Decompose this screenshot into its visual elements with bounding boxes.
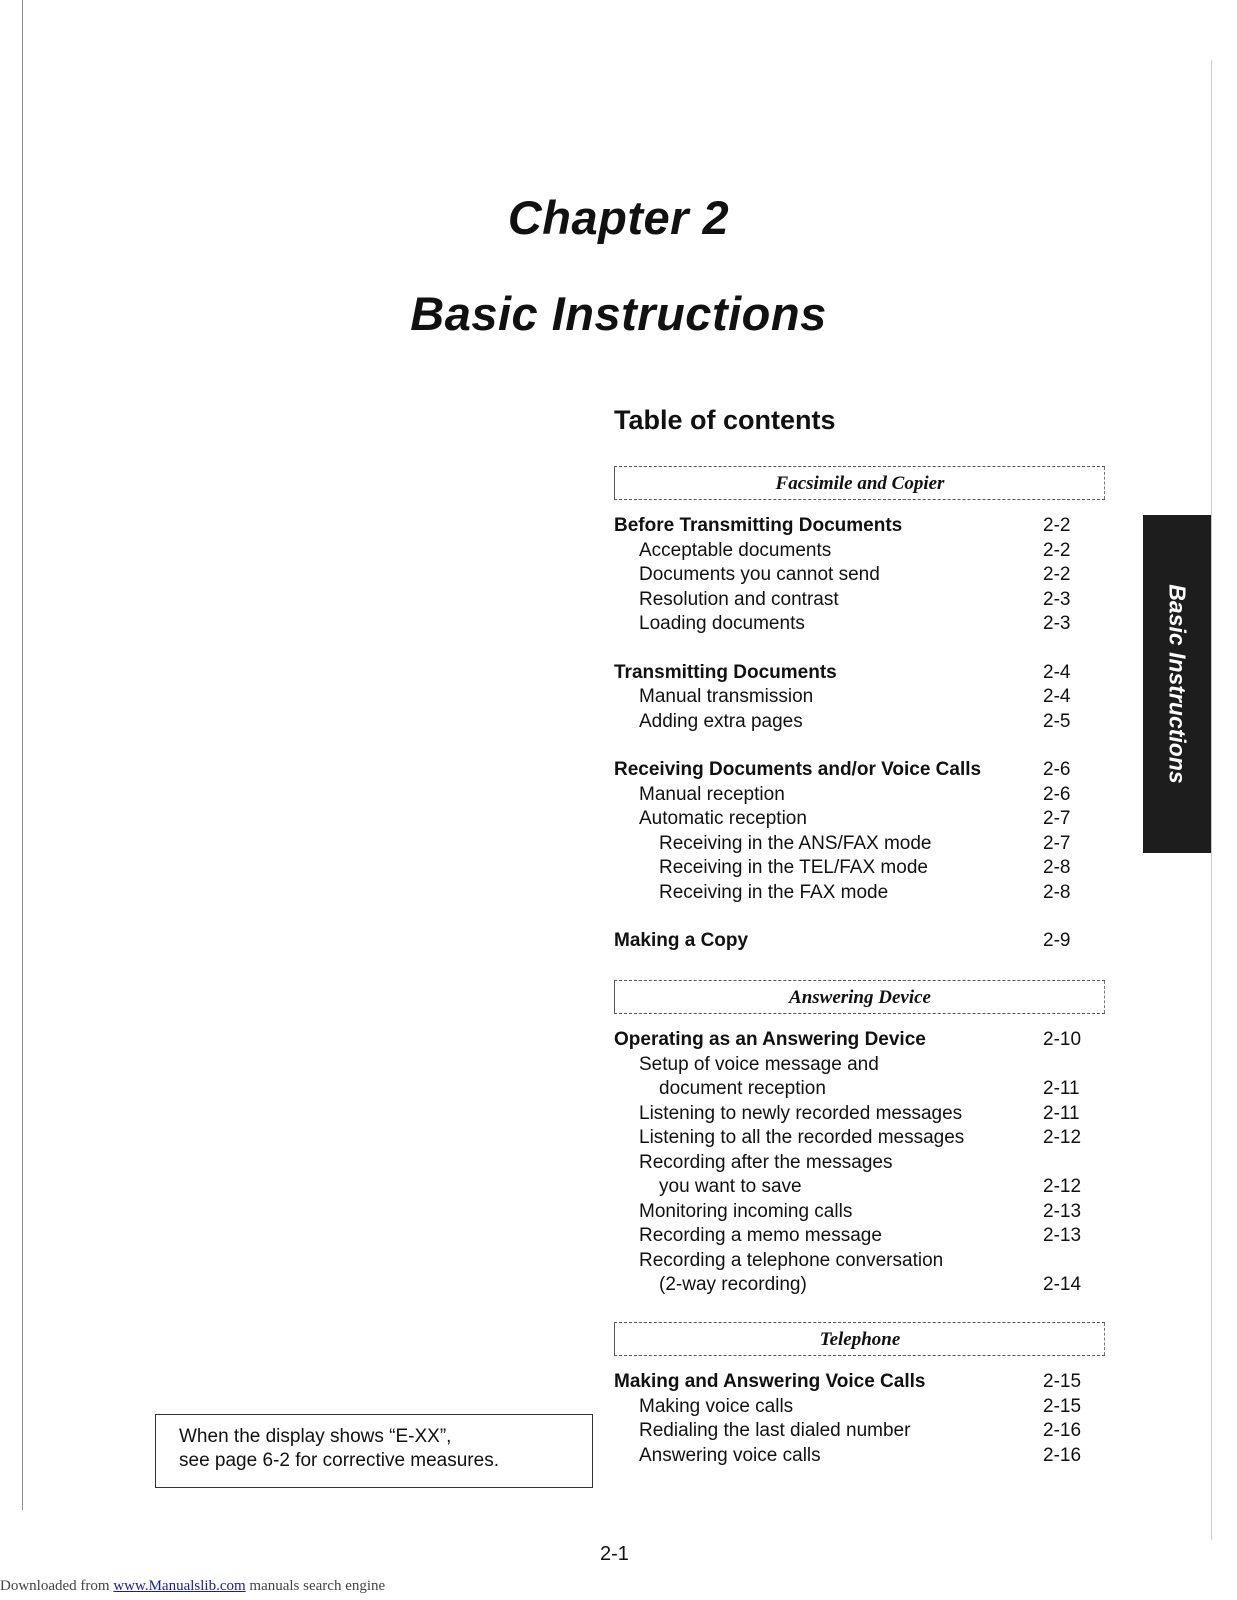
toc-entry-title: Manual transmission — [639, 686, 814, 707]
toc-entry-title: (2-way recording) — [659, 1274, 807, 1295]
section-title: Facsimile and Copier — [775, 473, 945, 494]
note-line-2: see page 6-2 for corrective measures. — [179, 1450, 499, 1471]
toc-entry — [614, 1102, 1084, 1127]
toc-entry — [614, 1028, 1084, 1053]
toc-entry — [614, 563, 1084, 588]
toc-entry — [614, 856, 1084, 881]
toc-entry-page: 2-7 — [1043, 808, 1071, 829]
toc-entry-page: 2-2 — [1043, 539, 1071, 561]
footer-link[interactable]: www.Manualslib.com — [113, 1578, 246, 1594]
toc-entry-title: Manual reception — [639, 783, 785, 805]
toc-entry — [614, 1395, 1084, 1420]
toc-entry — [614, 661, 1084, 686]
toc-entry — [614, 539, 1084, 564]
toc-entry — [614, 1126, 1084, 1151]
toc-entry-page: 2-9 — [1043, 930, 1071, 951]
toc-entry-page: 2-12 — [1043, 1176, 1082, 1197]
section-title: Answering Device — [789, 987, 931, 1008]
toc-entry-page: 2-4 — [1043, 661, 1071, 683]
toc-entry-title: document reception — [659, 1078, 826, 1099]
toc-entry — [614, 929, 1084, 954]
toc-entry-page: 2-12 — [1043, 1127, 1082, 1148]
footer-prefix: Downloaded from — [0, 1578, 114, 1594]
toc-entry — [614, 881, 1084, 906]
toc-entry-page: 2-13 — [1043, 1200, 1082, 1222]
toc-entry-title: Recording a telephone conversation — [639, 1249, 944, 1271]
toc-entry — [614, 710, 1084, 735]
toc-entry-title: Before Transmitting Documents — [614, 515, 903, 536]
toc-entry-title: Documents you cannot send — [639, 564, 880, 585]
toc-entry — [614, 1224, 1084, 1249]
toc-entry-page: 2-2 — [1043, 515, 1071, 536]
toc-entry-page: 2-3 — [1043, 588, 1071, 610]
toc-heading: Table of contents — [614, 405, 836, 435]
toc-entry-title: Receiving in the TEL/FAX mode — [659, 857, 928, 878]
toc-entry-title: Redialing the last dialed number — [639, 1420, 911, 1441]
toc-entry-page: 2-11 — [1043, 1102, 1080, 1124]
toc-entry — [614, 1419, 1084, 1444]
toc-entry-page: 2-6 — [1043, 759, 1071, 780]
toc-entry-title: Making voice calls — [639, 1395, 794, 1417]
toc-entry-title: Receiving Documents and/or Voice Calls — [614, 759, 982, 780]
toc-entry — [614, 514, 1084, 539]
toc-entry-page: 2-2 — [1043, 564, 1071, 585]
toc-entry-title: Answering voice calls — [639, 1444, 821, 1466]
toc-entry-title: Monitoring incoming calls — [639, 1200, 853, 1222]
toc-entry-page: 2-16 — [1043, 1444, 1082, 1466]
toc-list-telephone — [614, 1370, 1084, 1468]
chapter-title: Basic Instructions — [410, 287, 827, 340]
footer-suffix: manuals search engine — [245, 1578, 386, 1594]
toc-entry — [614, 1200, 1084, 1225]
toc-entry — [614, 1175, 1084, 1200]
note-box — [155, 1414, 593, 1488]
toc-entry-title: Operating as an Answering Device — [614, 1029, 926, 1050]
note-line-1: When the display shows “E-XX”, — [179, 1426, 452, 1447]
toc-entry — [614, 1053, 1084, 1078]
toc-entry-page: 2-3 — [1043, 613, 1071, 634]
toc-entry-page: 2-10 — [1043, 1029, 1082, 1050]
toc-entry-page: 2-13 — [1043, 1225, 1082, 1246]
toc-entry — [614, 1249, 1084, 1274]
toc-entry-page: 2-15 — [1043, 1371, 1082, 1392]
toc-entry-title: Setup of voice message and — [639, 1053, 879, 1075]
toc-entry — [614, 588, 1084, 613]
toc-entry-page: 2-8 — [1043, 857, 1071, 878]
section-title: Telephone — [819, 1329, 901, 1350]
toc-entry — [614, 783, 1084, 808]
toc-entry — [614, 612, 1084, 637]
toc-entry — [614, 1151, 1084, 1176]
toc-entry-page: 2-4 — [1043, 686, 1071, 707]
toc-entry-page: 2-15 — [1043, 1395, 1082, 1417]
toc-entry — [614, 758, 1084, 783]
toc-entry-page: 2-6 — [1043, 783, 1071, 805]
toc-entry-title: Transmitting Documents — [614, 661, 837, 683]
toc-entry — [614, 1077, 1084, 1102]
toc-list-answering-device — [614, 1028, 1084, 1298]
toc-entry — [614, 807, 1084, 832]
toc-entry-title: Listening to all the recorded messages — [639, 1127, 965, 1148]
toc-entry-page: 2-5 — [1043, 710, 1071, 732]
section-header-telephone — [614, 1322, 1105, 1356]
toc-entry-title: Resolution and contrast — [639, 588, 839, 610]
toc-entry — [614, 1444, 1084, 1469]
toc-entry-title: you want to save — [659, 1176, 802, 1197]
page-number: 2-1 — [600, 1543, 629, 1565]
toc-entry-title: Making and Answering Voice Calls — [614, 1371, 926, 1392]
toc-entry-page: 2-14 — [1043, 1274, 1082, 1295]
side-tab — [1143, 515, 1211, 853]
toc-entry-title: Adding extra pages — [639, 710, 803, 732]
footer — [0, 1578, 385, 1595]
toc-entry-title: Automatic reception — [639, 808, 807, 829]
toc-entry-title: Receiving in the FAX mode — [659, 881, 889, 903]
toc-entry-title: Recording a memo message — [639, 1225, 882, 1246]
toc-entry-title: Making a Copy — [614, 930, 749, 951]
toc-entry — [614, 832, 1084, 857]
toc-entry-page: 2-7 — [1043, 832, 1071, 854]
section-header-facsimile — [614, 466, 1105, 500]
toc-entry-title: Receiving in the ANS/FAX mode — [659, 832, 932, 854]
toc-entry-title: Acceptable documents — [639, 539, 832, 561]
toc-entry-page: 2-11 — [1043, 1078, 1080, 1099]
toc-entry-page: 2-8 — [1043, 881, 1071, 903]
scan-edge-right — [1211, 60, 1212, 1540]
side-tab-label: Basic Instructions — [1164, 584, 1191, 784]
toc-list-facsimile — [614, 514, 1084, 954]
toc-entry-title: Listening to newly recorded messages — [639, 1102, 963, 1124]
section-header-answering-device — [614, 980, 1105, 1014]
toc-entry — [614, 1273, 1084, 1298]
toc-entry — [614, 685, 1084, 710]
toc-entry-title: Recording after the messages — [639, 1151, 893, 1173]
chapter-number: Chapter 2 — [507, 191, 730, 244]
toc-entry-title: Loading documents — [639, 613, 805, 634]
toc-entry-page: 2-16 — [1043, 1420, 1082, 1441]
toc-entry — [614, 1370, 1084, 1395]
